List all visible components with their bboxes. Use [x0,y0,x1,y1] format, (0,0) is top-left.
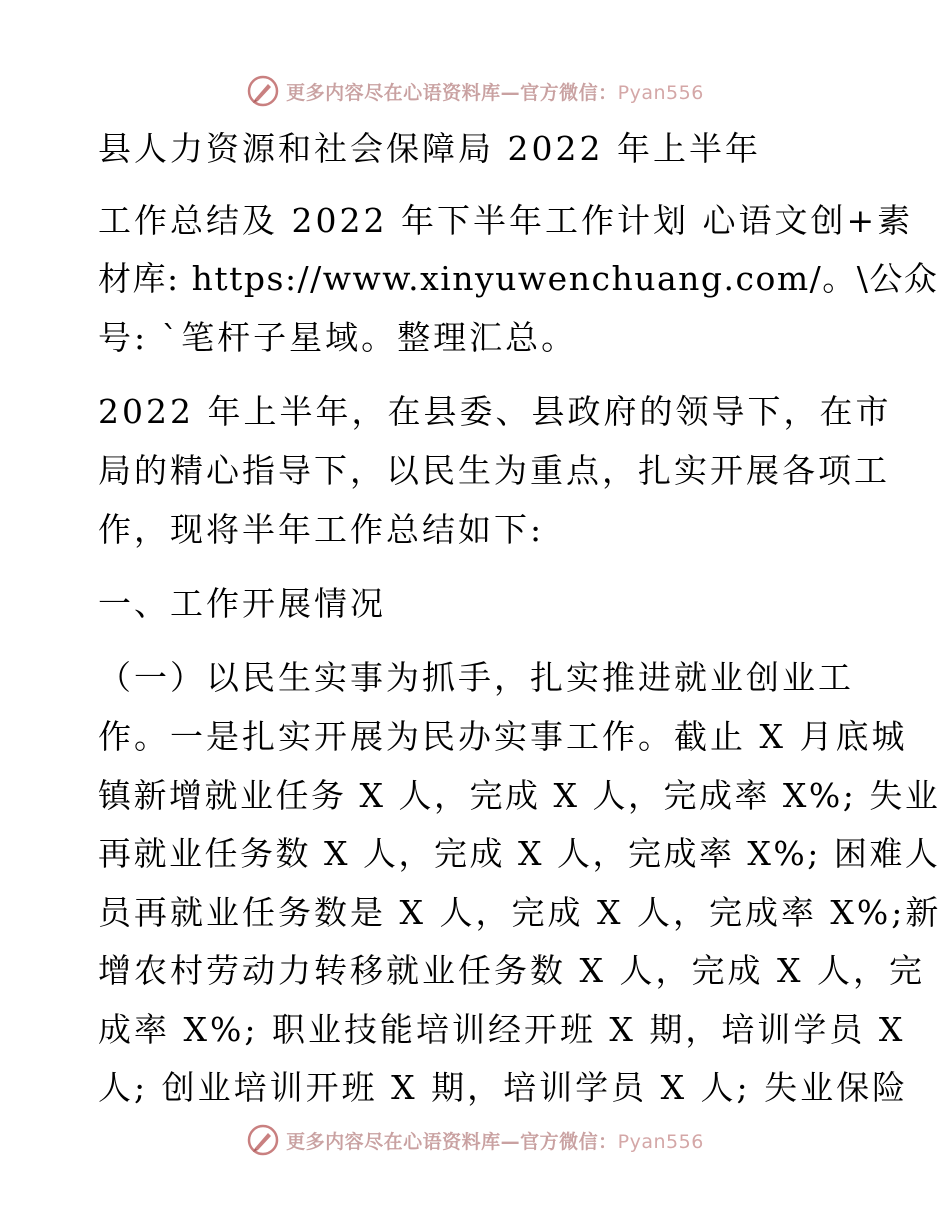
pen-logo-icon [246,1123,280,1157]
doc-text-line: 作，现将半年工作总结如下: [98,510,545,549]
pen-logo-icon [246,74,280,108]
doc-text-line: （一）以民生实事为抓手，扎实推进就业创业工 [98,658,854,697]
doc-text-line: 员再就业任务数是 X 人，完成 X 人，完成率 X%;新 [98,893,942,932]
doc-text-line: 局的精心指导下，以民生为重点，扎实开展各项工 [98,451,890,490]
section-heading: 一、工作开展情况 [98,584,386,623]
doc-title-line-2: 工作总结及 2022 年下半年工作计划 心语文创+素 [98,201,914,240]
doc-text-line: 成率 X%; 职业技能培训经开班 X 期，培训学员 X [98,1010,906,1049]
doc-text-line: 作。一是扎实开展为民办实事工作。截止 X 月底城 [98,717,908,756]
watermark-text: 更多内容尽在心语资料库—官方微信：Pyan556 [286,1130,704,1153]
doc-title-line-1: 县人力资源和社会保障局 2022 年上半年 [98,129,761,168]
doc-text-line: 增农村劳动力转移就业任务数 X 人，完成 X 人，完 [98,951,925,990]
watermark-text: 更多内容尽在心语资料库—官方微信：Pyan556 [286,81,704,104]
watermark-header [0,71,950,111]
doc-text-line: 2022 年上半年，在县委、县政府的领导下，在市 [98,392,892,431]
doc-text-line: 号: `笔杆子星域。整理汇总。 [98,318,578,357]
doc-text-line: 镇新增就业任务 X 人，完成 X 人，完成率 X%; 失业 [98,776,941,815]
watermark-footer [0,1120,950,1160]
doc-text-line: 人; 创业培训开班 X 期，培训学员 X 人; 失业保险 [98,1068,909,1107]
doc-text-line: 材库: https://www.xinyuwenchuang.com/。\公众 [98,259,939,298]
doc-text-line: 再就业任务数 X 人，完成 X 人，完成率 X%; 困难人 [98,834,941,873]
